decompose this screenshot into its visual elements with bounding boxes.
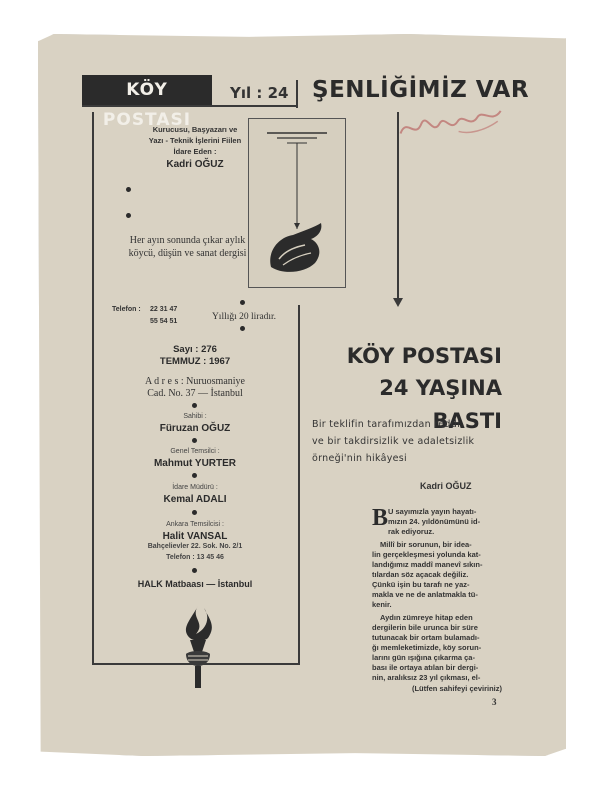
manager-name: Kemal ADALI: [163, 494, 227, 505]
printer-name: HALK Matbaası — İstanbul: [137, 579, 253, 589]
torch-icon: [176, 604, 220, 694]
credits-line-2: Yazı - Teknik İşlerini Fiilen: [148, 136, 242, 145]
intro-line: ve bir takdirsizlik ve adaletsizlik: [312, 436, 475, 447]
bullet-dot: [192, 473, 197, 478]
text-line: makla ve ne de anlatmakla tü-: [372, 590, 478, 599]
founder-name: Kadri OĞUZ: [166, 159, 224, 170]
text-line: rak ediyoruz.: [388, 527, 435, 536]
ankara-rep-role: Ankara Temsilcisi :: [166, 521, 224, 528]
text-line: tılardan söz açacak değiliz.: [372, 570, 469, 579]
intro-line: örneği'nin hikâyesi: [312, 453, 407, 464]
text-line: larını gün ışığına çıkarma ça-: [372, 653, 475, 662]
ankara-address: Bahçelievler 22. Sok. No. 2/1: [147, 543, 243, 550]
article-intro: [312, 416, 500, 467]
bullet-dot: [192, 510, 197, 515]
article-paragraph-1: [388, 507, 502, 537]
owner-name: Füruzan OĞUZ: [159, 423, 231, 434]
bullet-dot: [192, 438, 197, 443]
article-paragraph-3: [372, 613, 502, 683]
phone-number-2: 55 54 51: [150, 318, 178, 325]
bullet-dot: [126, 213, 131, 218]
text-line: nin, aralıksız 23 yıl çıkması, el-: [372, 673, 481, 682]
address-line-1: A d r e s : Nuruosmaniye: [145, 376, 245, 387]
bullet-dot: [240, 326, 245, 331]
arrow-down-icon: [393, 298, 403, 307]
masthead-divider: [296, 80, 298, 108]
intro-line: Bir teklifin tarafımızdan reddi: [312, 419, 461, 430]
masthead-rule: [82, 105, 296, 107]
illustration-box: [248, 118, 346, 288]
tagline-line-1: Her ayın sonunda çıkar aylık: [129, 235, 246, 246]
article-title-line-2: 24 YAŞINA BASTI: [379, 376, 502, 433]
ankara-rep-name: Halit VANSAL: [162, 531, 228, 542]
text-line: landığımız maddî manevî sıkın-: [372, 560, 483, 569]
text-line: ğı memleketimizde, köy sorun-: [372, 643, 482, 652]
text-line: Aydın zümreye hitap eden: [380, 613, 473, 622]
tagline-line-2: köycü, düşün ve sanat dergisi: [128, 248, 247, 259]
phone-number-1: 22 31 47: [150, 306, 178, 313]
representative-name: Mahmut YURTER: [153, 458, 237, 469]
page-number: 3: [492, 697, 497, 707]
text-line: dergilerin bile urunca bir süre: [372, 623, 478, 632]
credits-line-1: Kurucusu, Başyazarı ve: [152, 125, 238, 134]
year-label: Yıl : 24: [230, 84, 289, 102]
address-line-2: Cad. No. 37 — İstanbul: [147, 388, 243, 399]
article-title-line-1: KÖY POSTASI: [346, 344, 502, 368]
owner-role: Sahibi :: [183, 413, 207, 420]
headline: ŞENLİĞİMİZ VAR: [312, 77, 530, 103]
masthead-logo: KÖY POSTASI: [82, 75, 212, 105]
manager-role: İdare Müdürü :: [172, 484, 218, 491]
ankara-phone: Telefon : 13 45 46: [166, 554, 224, 561]
text-line: mızın 24. yıldönümünü id-: [388, 517, 481, 526]
text-line: Çünkü işin bu tarafı ne yaz-: [372, 580, 470, 589]
torch-illustration: [176, 604, 220, 699]
credits-line-3: İdare Eden :: [173, 147, 217, 156]
representative-role: Genel Temsilci :: [170, 448, 220, 455]
bullet-dot: [240, 300, 245, 305]
article-paragraph-2: [372, 540, 502, 610]
dropcap-letter: B: [372, 505, 389, 531]
text-line: U sayımızla yayın hayatı-: [388, 507, 477, 516]
text-line: kenir.: [372, 600, 392, 609]
bullet-dot: [192, 568, 197, 573]
subscription-price: Yıllığı 20 liradır.: [211, 312, 277, 322]
phone-label: Telefon :: [112, 306, 141, 313]
hand-flame-illustration-icon: [249, 119, 345, 287]
issue-number: Sayı : 276: [173, 344, 217, 355]
text-line: Millî bir sorunun, bir idea-: [380, 540, 472, 549]
bullet-dot: [126, 187, 131, 192]
text-line: lin gerçekleşmesi yolunda kat-: [372, 550, 481, 559]
text-line: tutunacak bir ortam bulamadı-: [372, 633, 480, 642]
article-author: Kadri OĞUZ: [420, 481, 472, 491]
bullet-dot: [192, 403, 197, 408]
issue-date: TEMMUZ : 1967: [159, 356, 231, 367]
pointer-line: [397, 112, 399, 302]
continued-note: (Lütfen sahifeyi çeviriniz): [411, 684, 502, 693]
text-line: bası ile ortaya atılan bir dergi-: [372, 663, 479, 672]
